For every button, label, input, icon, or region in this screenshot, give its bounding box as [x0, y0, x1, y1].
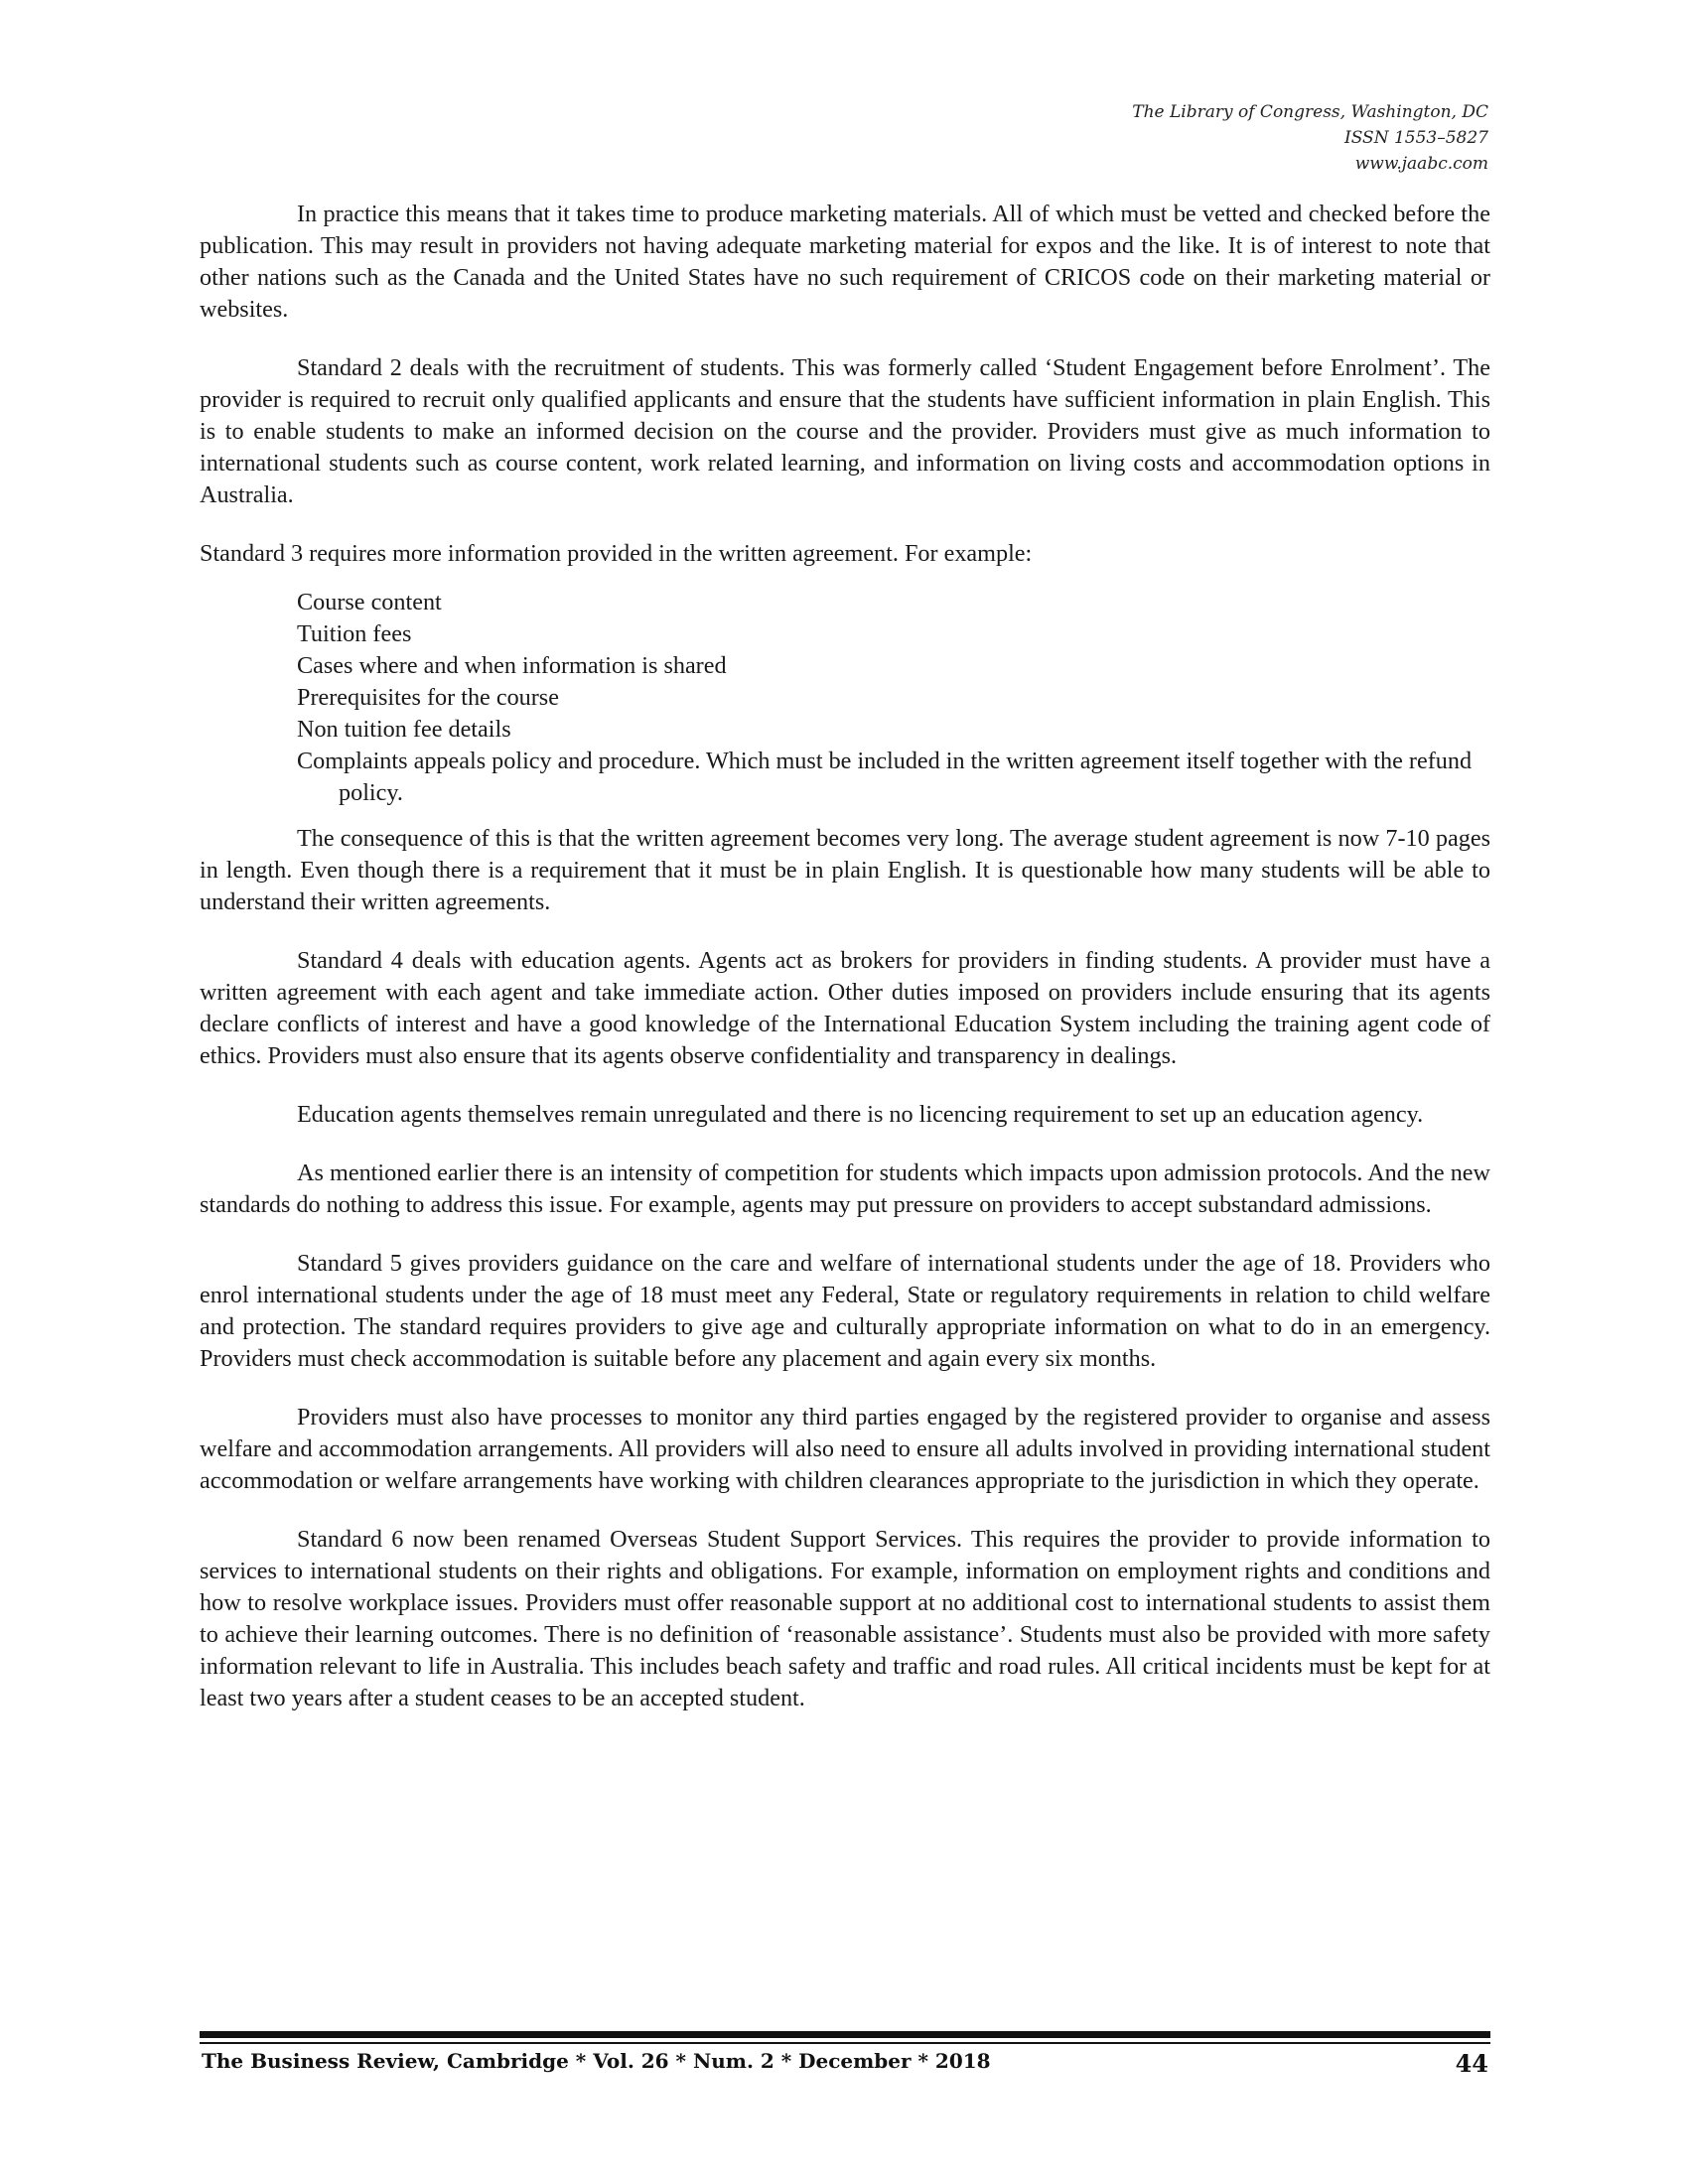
- list-item: Course content: [297, 589, 442, 615]
- written-agreement-list: [200, 587, 1490, 809]
- paragraph-marketing: In practice this means that it takes time to produce marketing materials. All of which must be vetted and checked before the publication. This may result in providers not having adequate marketing material for expos and the like. It is of interest to note that other nations such as the Canada and the United States have no such requirement of CRICOS code on their marketing material or websites.: [200, 201, 1490, 323]
- list-item: Prerequisites for the course: [297, 684, 559, 711]
- page-number: 44: [1455, 2049, 1488, 2078]
- header-website: www.jaabc.com: [1354, 154, 1488, 174]
- body-text: [200, 199, 1490, 1741]
- paragraph-competition: As mentioned earlier there is an intensity of competition for students which impacts upon admission protocols. And the new standards do nothing to address this issue. For example, agents may put pressure on providers to accept substandard admissions.: [200, 1160, 1490, 1218]
- paragraph-standard-3: Standard 3 requires more information provided in the written agreement. For example:: [200, 540, 1033, 567]
- header-library: The Library of Congress, Washington, DC: [1132, 102, 1488, 122]
- header-issn: ISSN 1553–5827: [1343, 128, 1488, 148]
- paragraph-standard-5: Standard 5 gives providers guidance on the care and welfare of international students under the age of 18. Providers who enrol international students under the age of 18 must meet any Federal, State or regulatory requirements in relation to child welfare and protection. The standard requires providers to give age and culturally appropriate information on what to do in an emergency. Providers must check accommodation is suitable before any placement and again every six months.: [200, 1250, 1490, 1372]
- paragraph-standard-6: Standard 6 now been renamed Overseas Student Support Services. This requires the provider to provide information to services to international students on their rights and obligations. For example, information on employment rights and conditions and how to resolve workplace issues. Providers must offer reasonable support at no additional cost to international students to assist them to achieve their learning outcomes. There is no definition of ‘reasonable assistance’. Students must also be provided with more safety information relevant to life in Australia. This includes beach safety and traffic and road rules. All critical incidents must be kept for at least two years after a student ceases to be an accepted student.: [200, 1526, 1490, 1711]
- paragraph-standard-4: Standard 4 deals with education agents. Agents act as brokers for providers in finding students. A provider must have a written agreement with each agent and take immediate action. Other duties imposed on providers include ensuring that its agents declare conflicts of interest and have a good knowledge of the International Education System including the training agent code of ethics. Providers must also ensure that its agents observe confidentiality and transparency in dealings.: [200, 947, 1490, 1069]
- paragraph-third-parties: Providers must also have processes to monitor any third parties engaged by the registered provider to organise and assess welfare and accommodation arrangements. All providers will also need to ensure all adults involved in providing international student accommodation or welfare arrangements have working with children clearances appropriate to the jurisdiction in which they operate.: [200, 1404, 1490, 1494]
- page-header: [793, 99, 1488, 177]
- footer-journal-citation: The Business Review, Cambridge * Vol. 26 * Num. 2 * December * 2018: [202, 2049, 991, 2073]
- paragraph-agreement-length: The consequence of this is that the written agreement becomes very long. The average student agreement is now 7-10 pages in length. Even though there is a requirement that it must be in plain English. It is questionable how many students will be able to understand their written agreements.: [200, 825, 1490, 915]
- list-item: Cases where and when information is shared: [297, 652, 727, 679]
- paragraph-education-agents: Education agents themselves remain unregulated and there is no licencing requirement to set up an education agency.: [297, 1101, 1424, 1128]
- footer-divider-thin: [200, 2042, 1490, 2044]
- paragraph-standard-2: Standard 2 deals with the recruitment of students. This was formerly called ‘Student Engagement before Enrolment’. The provider is required to recruit only qualified applicants and ensure that the students have sufficient information in plain English. This is to enable students to make an informed decision on the course and the provider. Providers must give as much information to international students such as course content, work related learning, and information on living costs and accommodation options in Australia.: [200, 354, 1490, 508]
- list-item: Complaints appeals policy and procedure. Which must be included in the written agreement itself together with the refund policy.: [297, 748, 1473, 806]
- list-item: Tuition fees: [297, 620, 412, 647]
- footer-divider-thick: [200, 2031, 1490, 2038]
- list-item: Non tuition fee details: [297, 716, 511, 743]
